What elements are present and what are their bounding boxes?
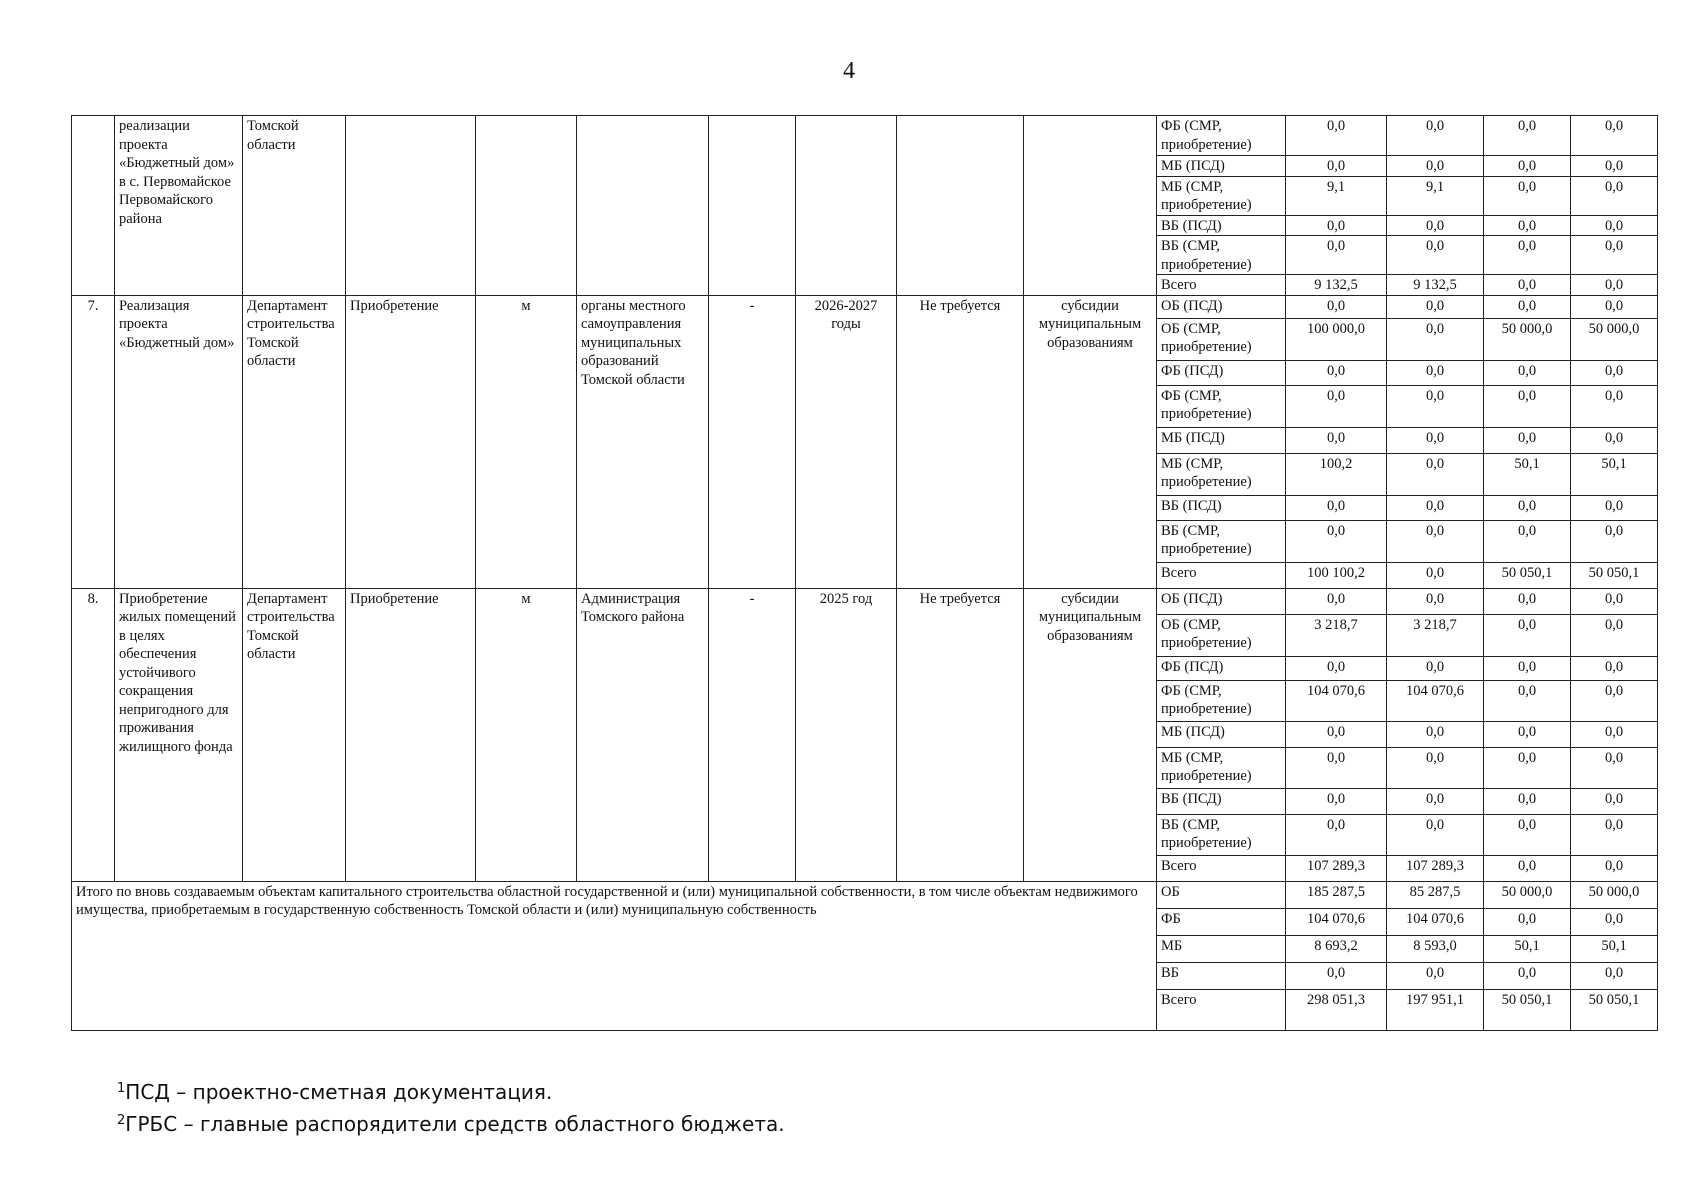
object-name: реализации проекта «Бюджетный дом» в с. Первомайское Первомайского района <box>115 116 243 296</box>
amount-cell: 0,0 <box>1484 295 1571 318</box>
amount-cell: 0,0 <box>1571 275 1658 296</box>
amount-cell: 0,0 <box>1484 588 1571 614</box>
amount-cell: 0,0 <box>1387 360 1484 385</box>
amount-cell: 9 132,5 <box>1286 275 1387 296</box>
amount-cell: 0,0 <box>1286 295 1387 318</box>
object-type: Приобретение <box>346 588 476 881</box>
expertise: Не требуется <box>897 588 1024 881</box>
amount-cell: 0,0 <box>1484 275 1571 296</box>
finance-source: МБ <box>1157 935 1286 962</box>
amount-cell: 0,0 <box>1484 747 1571 788</box>
table-row <box>72 881 1658 908</box>
amount-cell: 0,0 <box>1484 520 1571 562</box>
amount-cell: 0,0 <box>1571 520 1658 562</box>
finance-source: МБ (СМР, приобретение) <box>1157 176 1286 215</box>
amount-cell: 0,0 <box>1286 656 1387 680</box>
amount-cell: 0,0 <box>1387 318 1484 360</box>
finance-source: ФБ <box>1157 908 1286 935</box>
amount-cell: 0,0 <box>1387 656 1484 680</box>
amount-cell: 185 287,5 <box>1286 881 1387 908</box>
footnote: $^1$ПСД – проектно-сметная документация. <box>117 1080 553 1104</box>
amount-cell: 0,0 <box>1484 614 1571 656</box>
amount-cell: 0,0 <box>1571 236 1658 275</box>
amount-cell: 0,0 <box>1286 236 1387 275</box>
budget-table <box>71 115 1658 1031</box>
amount-cell: 0,0 <box>1286 385 1387 427</box>
amount-cell: 0,0 <box>1571 814 1658 855</box>
finance-source: ФБ (СМР, приобретение) <box>1157 680 1286 721</box>
capacity: - <box>709 588 796 881</box>
amount-cell: 0,0 <box>1484 116 1571 156</box>
amount-cell: 107 289,3 <box>1286 855 1387 881</box>
empty-cell <box>476 116 577 296</box>
amount-cell: 0,0 <box>1484 855 1571 881</box>
amount-cell: 0,0 <box>1387 495 1484 520</box>
recipient: органы местного самоуправления муниципальных образований Томской области <box>577 295 709 588</box>
empty-cell <box>796 116 897 296</box>
amount-cell: 0,0 <box>1571 495 1658 520</box>
finance-source: МБ (СМР, приобретение) <box>1157 453 1286 495</box>
finance-source: ОБ (ПСД) <box>1157 588 1286 614</box>
finance-source: МБ (ПСД) <box>1157 156 1286 177</box>
amount-cell: 0,0 <box>1571 962 1658 989</box>
amount-cell: 0,0 <box>1571 385 1658 427</box>
amount-cell: 0,0 <box>1571 721 1658 747</box>
expertise: Не требуется <box>897 295 1024 588</box>
finance-source: Всего <box>1157 275 1286 296</box>
amount-cell: 8 693,2 <box>1286 935 1387 962</box>
finance-source: ВБ (ПСД) <box>1157 215 1286 236</box>
amount-cell: 0,0 <box>1571 360 1658 385</box>
amount-cell: 0,0 <box>1484 962 1571 989</box>
amount-cell: 50 050,1 <box>1484 562 1571 588</box>
amount-cell: 0,0 <box>1387 588 1484 614</box>
amount-cell: 0,0 <box>1484 385 1571 427</box>
empty-cell <box>1024 116 1157 296</box>
grbs: Департамент строительства Томской области <box>243 588 346 881</box>
empty-cell <box>709 116 796 296</box>
amount-cell: 0,0 <box>1286 360 1387 385</box>
amount-cell: 0,0 <box>1286 962 1387 989</box>
amount-cell: 0,0 <box>1387 427 1484 453</box>
amount-cell: 100 000,0 <box>1286 318 1387 360</box>
finance-source: ФБ (ПСД) <box>1157 360 1286 385</box>
amount-cell: 0,0 <box>1387 962 1484 989</box>
row-number <box>72 116 115 296</box>
unit: м <box>476 588 577 881</box>
finance-source: МБ (ПСД) <box>1157 427 1286 453</box>
amount-cell: 85 287,5 <box>1387 881 1484 908</box>
amount-cell: 0,0 <box>1286 788 1387 814</box>
amount-cell: 0,0 <box>1571 176 1658 215</box>
amount-cell: 0,0 <box>1387 453 1484 495</box>
finance-source: ОБ (ПСД) <box>1157 295 1286 318</box>
amount-cell: 9,1 <box>1387 176 1484 215</box>
amount-cell: 0,0 <box>1484 908 1571 935</box>
amount-cell: 0,0 <box>1571 156 1658 177</box>
amount-cell: 9,1 <box>1286 176 1387 215</box>
amount-cell: 100,2 <box>1286 453 1387 495</box>
finance-source: ВБ (СМР, приобретение) <box>1157 236 1286 275</box>
grbs: Томской области <box>243 116 346 296</box>
amount-cell: 0,0 <box>1387 156 1484 177</box>
amount-cell: 0,0 <box>1484 156 1571 177</box>
amount-cell: 0,0 <box>1571 588 1658 614</box>
amount-cell: 0,0 <box>1484 814 1571 855</box>
amount-cell: 0,0 <box>1484 680 1571 721</box>
finance-source: Всего <box>1157 562 1286 588</box>
finance-source: ВБ (СМР, приобретение) <box>1157 520 1286 562</box>
amount-cell: 0,0 <box>1387 520 1484 562</box>
amount-cell: 0,0 <box>1286 427 1387 453</box>
amount-cell: 0,0 <box>1387 814 1484 855</box>
footnote: $^2$ГРБС – главные распорядители средств областного бюджета. <box>117 1112 785 1136</box>
amount-cell: 0,0 <box>1484 360 1571 385</box>
finance-source: ФБ (ПСД) <box>1157 656 1286 680</box>
amount-cell: 0,0 <box>1286 520 1387 562</box>
object-name: Приобретение жилых помещений в целях обеспечения устойчивого сокращения непригодного для проживания жилищного фонда <box>115 588 243 881</box>
amount-cell: 9 132,5 <box>1387 275 1484 296</box>
amount-cell: 0,0 <box>1286 495 1387 520</box>
amount-cell: 50 000,0 <box>1484 318 1571 360</box>
amount-cell: 0,0 <box>1571 427 1658 453</box>
amount-cell: 0,0 <box>1571 116 1658 156</box>
page-number: 4 <box>843 58 855 84</box>
grbs: Департамент строительства Томской области <box>243 295 346 588</box>
amount-cell: 0,0 <box>1387 215 1484 236</box>
finance-source: ВБ <box>1157 962 1286 989</box>
amount-cell: 104 070,6 <box>1387 908 1484 935</box>
amount-cell: 50,1 <box>1484 935 1571 962</box>
amount-cell: 0,0 <box>1387 788 1484 814</box>
amount-cell: 0,0 <box>1286 116 1387 156</box>
amount-cell: 104 070,6 <box>1286 680 1387 721</box>
amount-cell: 0,0 <box>1571 614 1658 656</box>
finance-source: ОБ (СМР, приобретение) <box>1157 318 1286 360</box>
finance-source: ВБ (ПСД) <box>1157 788 1286 814</box>
finance-source: Всего <box>1157 855 1286 881</box>
object-type: Приобретение <box>346 295 476 588</box>
amount-cell: 3 218,7 <box>1387 614 1484 656</box>
amount-cell: 3 218,7 <box>1286 614 1387 656</box>
amount-cell: 0,0 <box>1387 295 1484 318</box>
amount-cell: 50 050,1 <box>1484 989 1571 1030</box>
total-label: Итого по вновь создаваемым объектам капитального строительства областной государственной и (или) муниципальной собственности, в том числе объектам недвижимого имущества, приобретаемым в государственную собственность Томской области и (или) муниципальную собственность <box>72 881 1157 1030</box>
amount-cell: 0,0 <box>1286 814 1387 855</box>
amount-cell: 0,0 <box>1484 236 1571 275</box>
amount-cell: 107 289,3 <box>1387 855 1484 881</box>
amount-cell: 0,0 <box>1571 788 1658 814</box>
amount-cell: 50,1 <box>1571 935 1658 962</box>
amount-cell: 0,0 <box>1484 656 1571 680</box>
empty-cell <box>897 116 1024 296</box>
amount-cell: 8 593,0 <box>1387 935 1484 962</box>
amount-cell: 0,0 <box>1484 427 1571 453</box>
amount-cell: 0,0 <box>1387 562 1484 588</box>
finance-source: МБ (СМР, приобретение) <box>1157 747 1286 788</box>
amount-cell: 50 000,0 <box>1571 318 1658 360</box>
capacity: - <box>709 295 796 588</box>
table-row <box>72 295 1658 318</box>
finance-source: ВБ (ПСД) <box>1157 495 1286 520</box>
row-number: 8. <box>72 588 115 881</box>
amount-cell: 0,0 <box>1387 747 1484 788</box>
financing-form: субсидии муниципальным образованиям <box>1024 295 1157 588</box>
amount-cell: 0,0 <box>1571 215 1658 236</box>
amount-cell: 0,0 <box>1484 788 1571 814</box>
amount-cell: 50,1 <box>1571 453 1658 495</box>
amount-cell: 0,0 <box>1484 721 1571 747</box>
row-number: 7. <box>72 295 115 588</box>
amount-cell: 0,0 <box>1571 908 1658 935</box>
amount-cell: 0,0 <box>1571 295 1658 318</box>
amount-cell: 0,0 <box>1387 116 1484 156</box>
amount-cell: 104 070,6 <box>1286 908 1387 935</box>
amount-cell: 197 951,1 <box>1387 989 1484 1030</box>
unit: м <box>476 295 577 588</box>
table-row <box>72 116 1658 156</box>
empty-cell <box>577 116 709 296</box>
amount-cell: 298 051,3 <box>1286 989 1387 1030</box>
amount-cell: 0,0 <box>1484 215 1571 236</box>
financing-form: субсидии муниципальным образованиям <box>1024 588 1157 881</box>
amount-cell: 104 070,6 <box>1387 680 1484 721</box>
amount-cell: 0,0 <box>1387 721 1484 747</box>
amount-cell: 100 100,2 <box>1286 562 1387 588</box>
amount-cell: 0,0 <box>1484 495 1571 520</box>
finance-source: Всего <box>1157 989 1286 1030</box>
recipient: Администрация Томского района <box>577 588 709 881</box>
amount-cell: 0,0 <box>1571 680 1658 721</box>
amount-cell: 0,0 <box>1286 156 1387 177</box>
amount-cell: 50 000,0 <box>1571 881 1658 908</box>
amount-cell: 0,0 <box>1387 385 1484 427</box>
years: 2025 год <box>796 588 897 881</box>
footnotes <box>117 1076 785 1140</box>
object-name: Реализация проекта «Бюджетный дом» <box>115 295 243 588</box>
years: 2026-2027 годы <box>796 295 897 588</box>
amount-cell: 0,0 <box>1286 215 1387 236</box>
amount-cell: 50 000,0 <box>1484 881 1571 908</box>
amount-cell: 0,0 <box>1286 747 1387 788</box>
table-row <box>72 588 1658 614</box>
amount-cell: 0,0 <box>1571 855 1658 881</box>
finance-source: ФБ (СМР, приобретение) <box>1157 116 1286 156</box>
amount-cell: 0,0 <box>1286 721 1387 747</box>
empty-cell <box>346 116 476 296</box>
amount-cell: 50,1 <box>1484 453 1571 495</box>
finance-source: МБ (ПСД) <box>1157 721 1286 747</box>
finance-source: ФБ (СМР, приобретение) <box>1157 385 1286 427</box>
amount-cell: 0,0 <box>1387 236 1484 275</box>
amount-cell: 0,0 <box>1571 656 1658 680</box>
amount-cell: 50 050,1 <box>1571 989 1658 1030</box>
finance-source: ОБ <box>1157 881 1286 908</box>
amount-cell: 0,0 <box>1571 747 1658 788</box>
finance-source: ВБ (СМР, приобретение) <box>1157 814 1286 855</box>
amount-cell: 50 050,1 <box>1571 562 1658 588</box>
finance-source: ОБ (СМР, приобретение) <box>1157 614 1286 656</box>
amount-cell: 0,0 <box>1484 176 1571 215</box>
amount-cell: 0,0 <box>1286 588 1387 614</box>
